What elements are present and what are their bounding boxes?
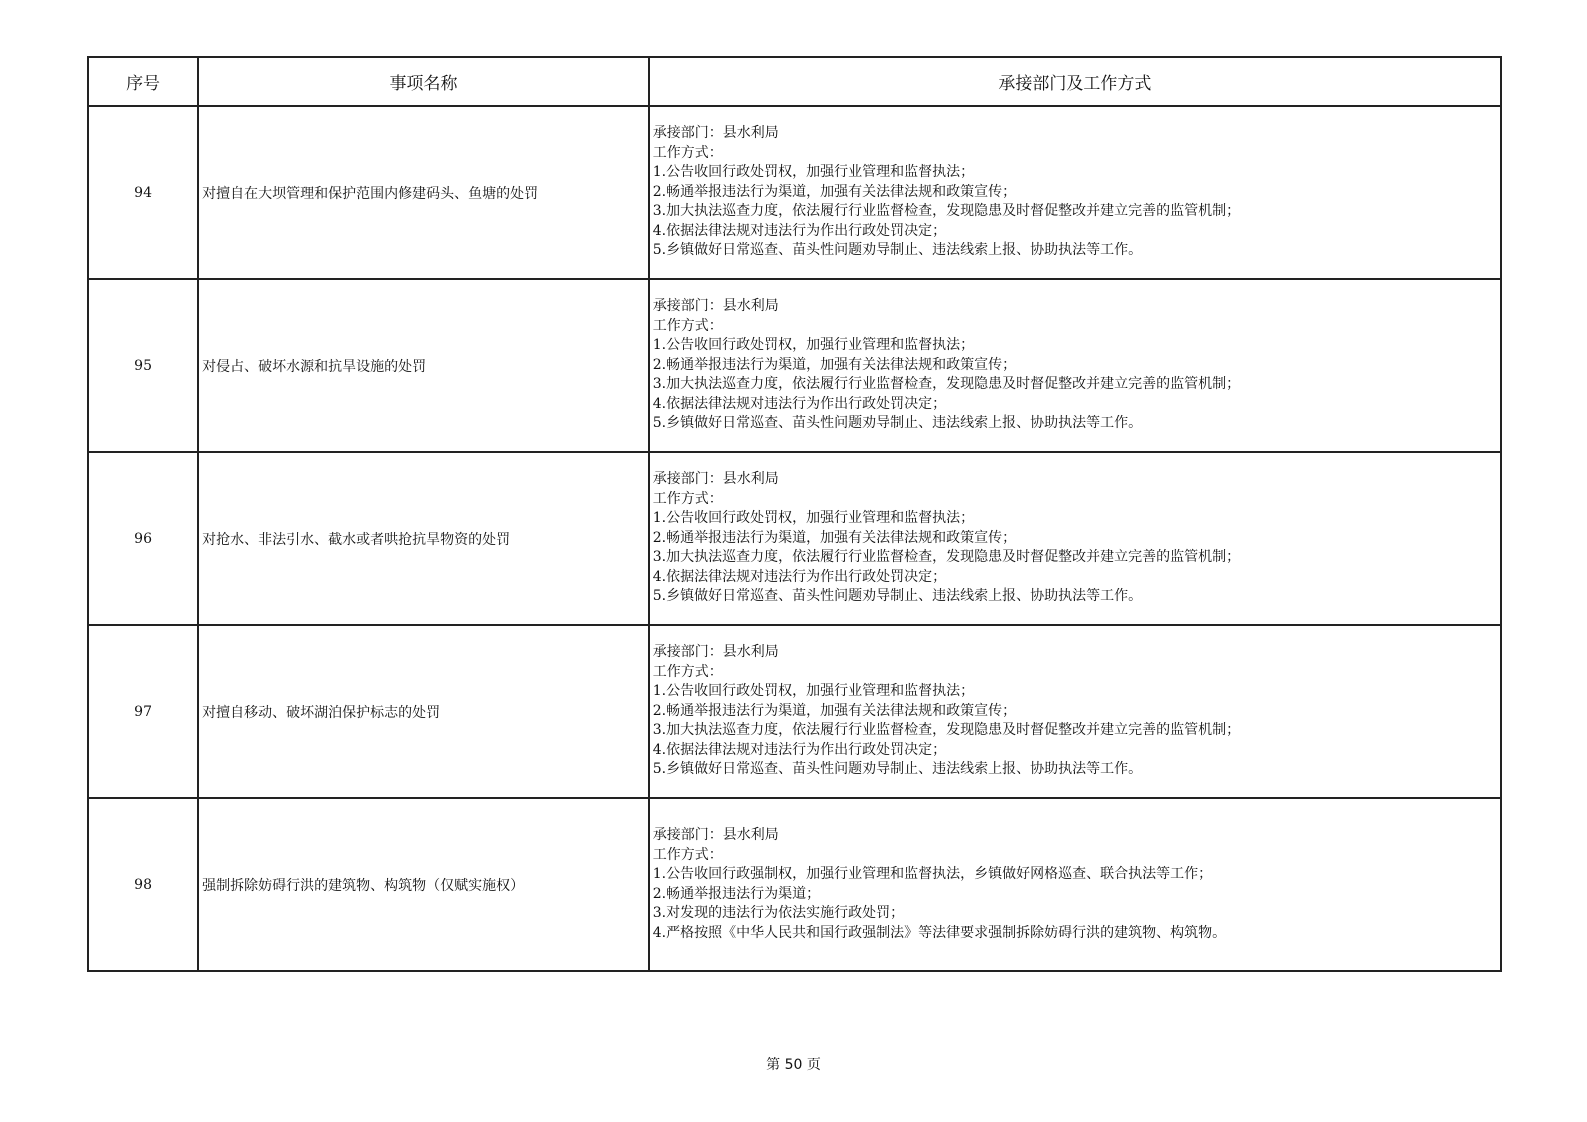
method-line: 4.依据法律法规对违法行为作出行政处罚决定； (652, 741, 947, 758)
table-header (88, 57, 1501, 106)
method-line: 4.依据法律法规对违法行为作出行政处罚决定； (652, 222, 947, 239)
header-item-name: 事项名称 (198, 57, 649, 106)
method-line: 5.乡镇做好日常巡查、苗头性问题劝导制止、违法线索上报、协助执法等工作。 (652, 588, 1143, 605)
table-body (88, 106, 1501, 971)
method-line: 1.公告收回行政处罚权，加强行业管理和监督执法； (652, 683, 975, 700)
method-line: 承接部门：县水利局 (652, 644, 779, 661)
matters-table (87, 56, 1502, 972)
method-line: 3.加大执法巡查力度，依法履行行业监督检查，发现隐患及时督促整改并建立完善的监管机制； (652, 722, 1241, 739)
item-name-cell: 强制拆除妨碍行洪的建筑物、构筑物（仅赋实施权） (198, 798, 649, 971)
method-line: 承接部门：县水利局 (652, 298, 779, 315)
header-serial-number: 序号 (88, 57, 198, 106)
method-line: 1.公告收回行政处罚权，加强行业管理和监督执法； (652, 164, 975, 181)
method-line: 1.公告收回行政处罚权，加强行业管理和监督执法； (652, 510, 975, 527)
header-department-method: 承接部门及工作方式 (649, 57, 1501, 106)
department-method-cell (649, 452, 1501, 625)
method-line: 4.严格按照《中华人民共和国行政强制法》等法律要求强制拆除妨碍行洪的建筑物、构筑物。 (652, 924, 1227, 941)
serial-number-cell: 97 (88, 625, 198, 798)
department-method-cell (649, 625, 1501, 798)
table-row (88, 279, 1501, 452)
method-line: 2.畅通举报违法行为渠道； (652, 885, 821, 902)
table-row (88, 798, 1501, 971)
header-row (88, 57, 1501, 106)
department-method-cell (649, 106, 1501, 279)
method-line: 3.加大执法巡查力度，依法履行行业监督检查，发现隐患及时督促整改并建立完善的监管机制； (652, 203, 1241, 220)
item-name-cell: 对擅自移动、破坏湖泊保护标志的处罚 (198, 625, 649, 798)
method-line: 承接部门：县水利局 (652, 471, 779, 488)
method-line: 2.畅通举报违法行为渠道，加强有关法律法规和政策宣传； (652, 702, 1017, 719)
item-name-cell: 对侵占、破坏水源和抗旱设施的处罚 (198, 279, 649, 452)
method-line: 5.乡镇做好日常巡查、苗头性问题劝导制止、违法线索上报、协助执法等工作。 (652, 242, 1143, 259)
method-line: 2.畅通举报违法行为渠道，加强有关法律法规和政策宣传； (652, 183, 1017, 200)
method-line: 工作方式： (652, 663, 723, 680)
page-number: 第 50 页 (766, 1057, 821, 1073)
method-line: 承接部门：县水利局 (652, 827, 779, 843)
method-line: 1.公告收回行政处罚权，加强行业管理和监督执法； (652, 337, 975, 354)
method-line: 3.对发现的违法行为依法实施行政处罚； (652, 905, 905, 921)
item-name-cell: 对擅自在大坝管理和保护范围内修建码头、鱼塘的处罚 (198, 106, 649, 279)
method-line: 1.公告收回行政强制权，加强行业管理和监督执法，乡镇做好网格巡查、联合执法等工作； (652, 866, 1213, 882)
method-line: 工作方式： (652, 144, 723, 161)
method-line: 4.依据法律法规对违法行为作出行政处罚决定； (652, 395, 947, 412)
method-line: 3.加大执法巡查力度，依法履行行业监督检查，发现隐患及时督促整改并建立完善的监管机制； (652, 376, 1241, 393)
department-method-cell (649, 279, 1501, 452)
method-line: 工作方式： (652, 846, 723, 863)
method-line: 5.乡镇做好日常巡查、苗头性问题劝导制止、违法线索上报、协助执法等工作。 (652, 761, 1143, 778)
method-line: 2.畅通举报违法行为渠道，加强有关法律法规和政策宣传； (652, 356, 1017, 373)
method-line: 4.依据法律法规对违法行为作出行政处罚决定； (652, 568, 947, 585)
serial-number-cell: 96 (88, 452, 198, 625)
table-row (88, 452, 1501, 625)
method-line: 3.加大执法巡查力度，依法履行行业监督检查，发现隐患及时督促整改并建立完善的监管机制； (652, 549, 1241, 566)
table-row (88, 625, 1501, 798)
serial-number-cell: 95 (88, 279, 198, 452)
item-name-cell: 对抢水、非法引水、截水或者哄抢抗旱物资的处罚 (198, 452, 649, 625)
serial-number-cell: 98 (88, 798, 198, 971)
department-method-cell (649, 798, 1501, 971)
method-line: 2.畅通举报违法行为渠道，加强有关法律法规和政策宣传； (652, 529, 1017, 546)
method-line: 工作方式： (652, 490, 723, 507)
serial-number-cell: 94 (88, 106, 198, 279)
method-line: 工作方式： (652, 317, 723, 334)
table-row (88, 106, 1501, 279)
method-line: 5.乡镇做好日常巡查、苗头性问题劝导制止、违法线索上报、协助执法等工作。 (652, 415, 1143, 432)
method-line: 承接部门：县水利局 (652, 125, 779, 142)
